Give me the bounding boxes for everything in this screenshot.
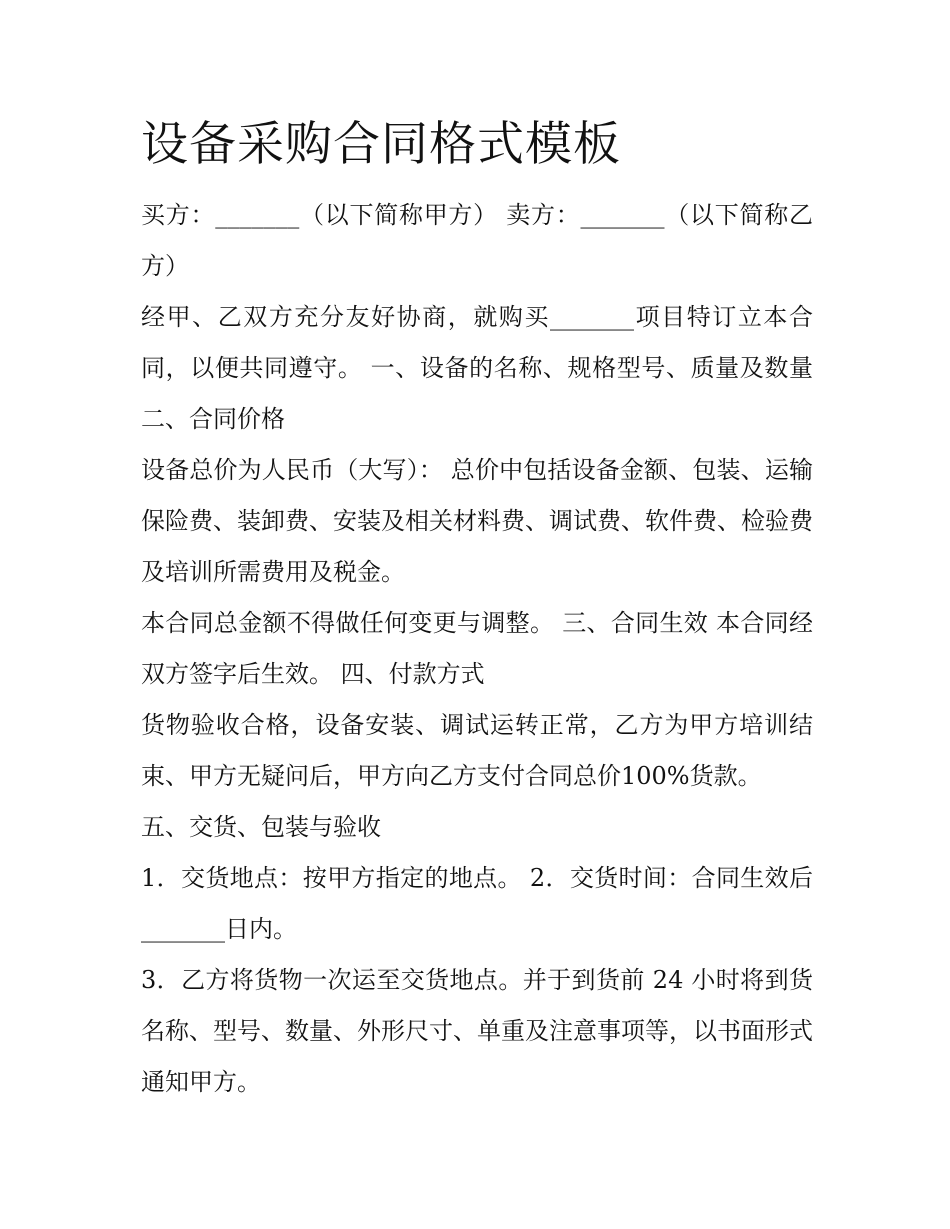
paragraph-parties: 买方：_______（以下简称甲方） 卖方：_______（以下简称乙方） [141,201,813,280]
paragraph-delivery-notice: 3．乙方将货物一次运至交货地点。并于到货前 24 小时将到货名称、型号、数量、外形尺寸、单重及注意事项等，以书面形式通知甲方。 [141,966,813,1096]
document-title: 设备采购合同格式模板 [141,117,621,172]
paragraph-delivery-terms: 1．交货地点：按甲方指定的地点。 2．交货时间：合同生效后_______日内。 [141,864,813,943]
paragraph-payment: 货物验收合格，设备安装、调试运转正常，乙方为甲方培训结束、甲方无疑问后，甲方向乙方支付合同总价100%货款。 [141,711,813,790]
section-heading-delivery: 五、交货、包装与验收 [141,813,381,841]
paragraph-effectiveness: 本合同总金额不得做任何变更与调整。 三、合同生效 本合同经双方签字后生效。 四、付款方式 [141,609,813,688]
paragraph-preamble: 经甲、乙双方充分友好协商，就购买_______项目特订立本合同，以便共同遵守。 一、设备的名称、规格型号、质量及数量 二、合同价格 [141,303,813,433]
document-page [141,112,813,1108]
paragraph-total-price: 设备总价为人民币（大写）： 总价中包括设备金额、包装、运输保险费、装卸费、安装及相关材料费、调试费、软件费、检验费及培训所需费用及税金。 [141,456,813,586]
